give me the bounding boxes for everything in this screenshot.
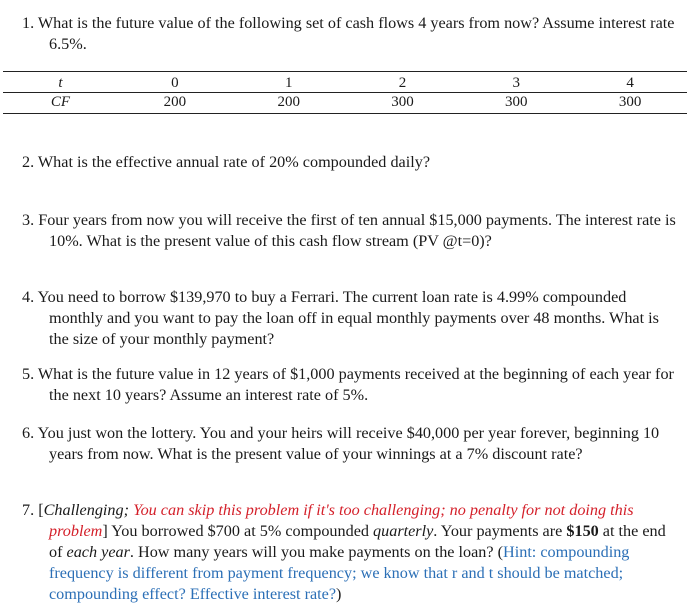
table-row-t — [3, 72, 687, 93]
table-cell: 300 — [573, 93, 687, 114]
payment-amount: $150 — [566, 522, 599, 540]
question-7 — [22, 500, 682, 605]
table-label-cf: CF — [3, 93, 118, 114]
question-1 — [22, 13, 682, 55]
question-7-text: 7. [Challenging; You can skip this problem if it's too challenging; no penalty for not doing this problem] You borrowed $700 at 5% compounded quarterly. Your payments are $150 at the end of each year. How many years will you make payments on the loan? (Hint: compounding frequency is different from payment frequency; we know that r and t should be matched; compounding effect? Effective interest rate?) — [22, 501, 666, 603]
table-cell: 0 — [118, 72, 232, 93]
question-3-text: 3. Four years from now you will receive the first of ten annual $15,000 payments. The interest rate is 10%. What is the present value of this cash flow stream (PV @t=0)? — [22, 211, 676, 250]
skip-note: You can skip this problem if it's too challenging; no penalty for not doing this problem — [49, 501, 634, 540]
question-2 — [22, 152, 682, 173]
table-cell: 1 — [232, 72, 346, 93]
question-2-text: 2. What is the effective annual rate of 20% compounded daily? — [22, 153, 431, 171]
question-6 — [22, 423, 682, 465]
table-cell: 2 — [346, 72, 460, 93]
table-cell: 300 — [459, 93, 573, 114]
table-cell: 200 — [232, 93, 346, 114]
question-4 — [22, 287, 682, 350]
table-row-cf — [3, 93, 687, 114]
challenging-label: Challenging; — [43, 501, 130, 519]
table-label-t: t — [3, 72, 118, 93]
question-6-text: 6. You just won the lottery. You and your heirs will receive $40,000 per year forever, beginning 10 years from now. What is the present value of your winnings at a 7% discount rate? — [22, 424, 660, 463]
table-cell: 200 — [118, 93, 232, 114]
table-cell: 300 — [346, 93, 460, 114]
table-cell: 3 — [459, 72, 573, 93]
question-3 — [22, 210, 682, 252]
question-5 — [22, 364, 682, 406]
question-4-text: 4. You need to borrow $139,970 to buy a Ferrari. The current loan rate is 4.99% compounded monthly and you want to pay the loan off in equal monthly payments over 48 months. What is the size of your monthly payment? — [22, 288, 659, 348]
question-5-text: 5. What is the future value in 12 years of $1,000 payments received at the beginning of each year for the next 10 years? Assume an interest rate of 5%. — [22, 365, 674, 404]
table-cell: 4 — [573, 72, 687, 93]
question-1-text: 1. What is the future value of the following set of cash flows 4 years from now? Assume interest rate 6.5%. — [22, 14, 675, 53]
cash-flow-table — [3, 71, 687, 114]
hint-text: Hint: compounding frequency is different from payment frequency; we know that r and t should be matched; compounding effect? Effective interest rate? — [49, 543, 630, 603]
